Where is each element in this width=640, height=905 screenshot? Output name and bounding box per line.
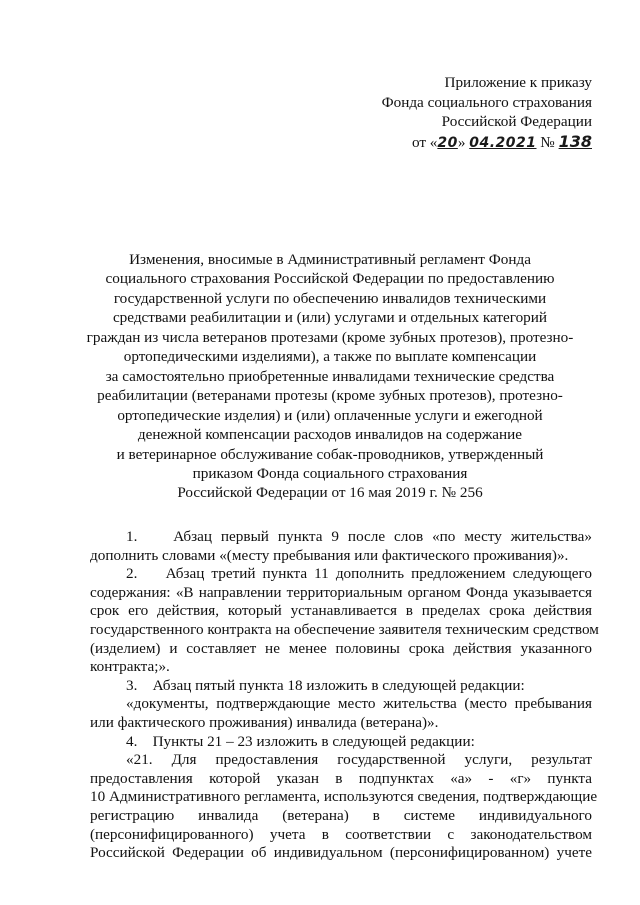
body-line: «21. Для предоставления государственной услуги, результат: [126, 751, 592, 769]
item-2: [90, 565, 599, 677]
body-line: контракта;».: [90, 658, 170, 676]
body-line: 3. Абзац пятый пункта 18 изложить в следующей редакции:: [126, 676, 525, 694]
title-line: реабилитации (ветеранами протезы (кроме зубных протезов), протезно-: [97, 387, 563, 405]
title-line: граждан из числа ветеранов протезами (кроме зубных протезов), протезно-: [86, 328, 574, 346]
body-line: «документы, подтверждающие место жительства (место пребывания: [126, 695, 592, 713]
body-line: 2. Абзац третий пункта 11 дополнить предложением следующего: [126, 565, 592, 583]
body-line: государственного контракта на обеспечение заявителя техническим средством: [90, 620, 599, 638]
item-3: [90, 677, 592, 733]
appendix-line-2: Фонда социального страхования: [381, 93, 592, 111]
handwritten-order-number: 138: [558, 131, 592, 151]
title-line: средствами реабилитации и (или) услугами и отдельных категорий: [112, 309, 548, 327]
body-line: 10 Административного регламента, используются сведения, подтверждающие: [90, 788, 598, 806]
appendix-line-1: Приложение к приказу: [444, 74, 592, 91]
body-line: или фактического проживания) инвалида (ветерана)».: [90, 713, 439, 731]
appendix-line-3: Российской Федерации: [441, 113, 592, 130]
title-line: и ветеринарное обслуживание собак-проводников, утвержденный: [116, 445, 544, 463]
title-line: денежной компенсации расходов инвалидов на содержание: [137, 426, 523, 444]
body-line: предоставления которой указан в подпунктах «а» - «г» пункта: [90, 769, 592, 787]
number-sign: №: [540, 133, 555, 151]
body-line: регистрацию инвалида (ветерана) в системе индивидуального: [90, 806, 592, 824]
item-4: [90, 733, 592, 752]
item-21: [90, 751, 598, 863]
title-line: государственной услуги по обеспечению инвалидов техническими: [113, 289, 547, 307]
body-line: дополнить словами «(месту пребывания или фактического проживания)».: [90, 546, 569, 564]
order-date-number: [382, 132, 592, 154]
body-line: Российской Федерации об индивидуальном (персонифицированном) учете: [90, 844, 592, 862]
title-line: ортопедическими изделиями), а также по выплате компенсации: [123, 348, 537, 366]
title-line: Российской Федерации от 16 мая 2019 г. № 256: [177, 484, 483, 502]
body-line: 4. Пункты 21 – 23 изложить в следующей редакции:: [126, 732, 475, 750]
date-prefix: от «: [411, 133, 438, 151]
body-line: содержания: «В направлении территориальным органом Фонда указывается: [90, 583, 592, 601]
handwritten-month-year: 04.2021: [469, 134, 537, 151]
document-title: [80, 250, 580, 503]
title-line: социального страхования Российской Федерации по предоставлению: [105, 270, 555, 288]
body-line: 1. Абзац первый пункта 9 после слов «по месту жительства»: [126, 528, 592, 545]
title-line: за самостоятельно приобретенные инвалидами технические средства: [105, 367, 555, 385]
body-line: срок его действия, который устанавливается в пределах срока действия: [90, 602, 592, 620]
body-line: (персонифицированного) учета в соответствии с законодательством: [90, 825, 592, 843]
title-line: приказом Фонда социального страхования: [192, 464, 468, 482]
item-1: [90, 528, 592, 565]
document-body: [90, 528, 599, 863]
handwritten-day: 20: [437, 134, 458, 151]
date-quote-close: »: [457, 133, 466, 151]
body-line: (изделием) и составляет не менее половины срока действия указанного: [90, 639, 592, 657]
title-line: Изменения, вносимые в Административный регламент Фонда: [129, 251, 531, 268]
title-line: ортопедические изделия) и (или) оплаченные услуги и ежегодной: [117, 406, 543, 424]
appendix-header: [382, 73, 592, 153]
